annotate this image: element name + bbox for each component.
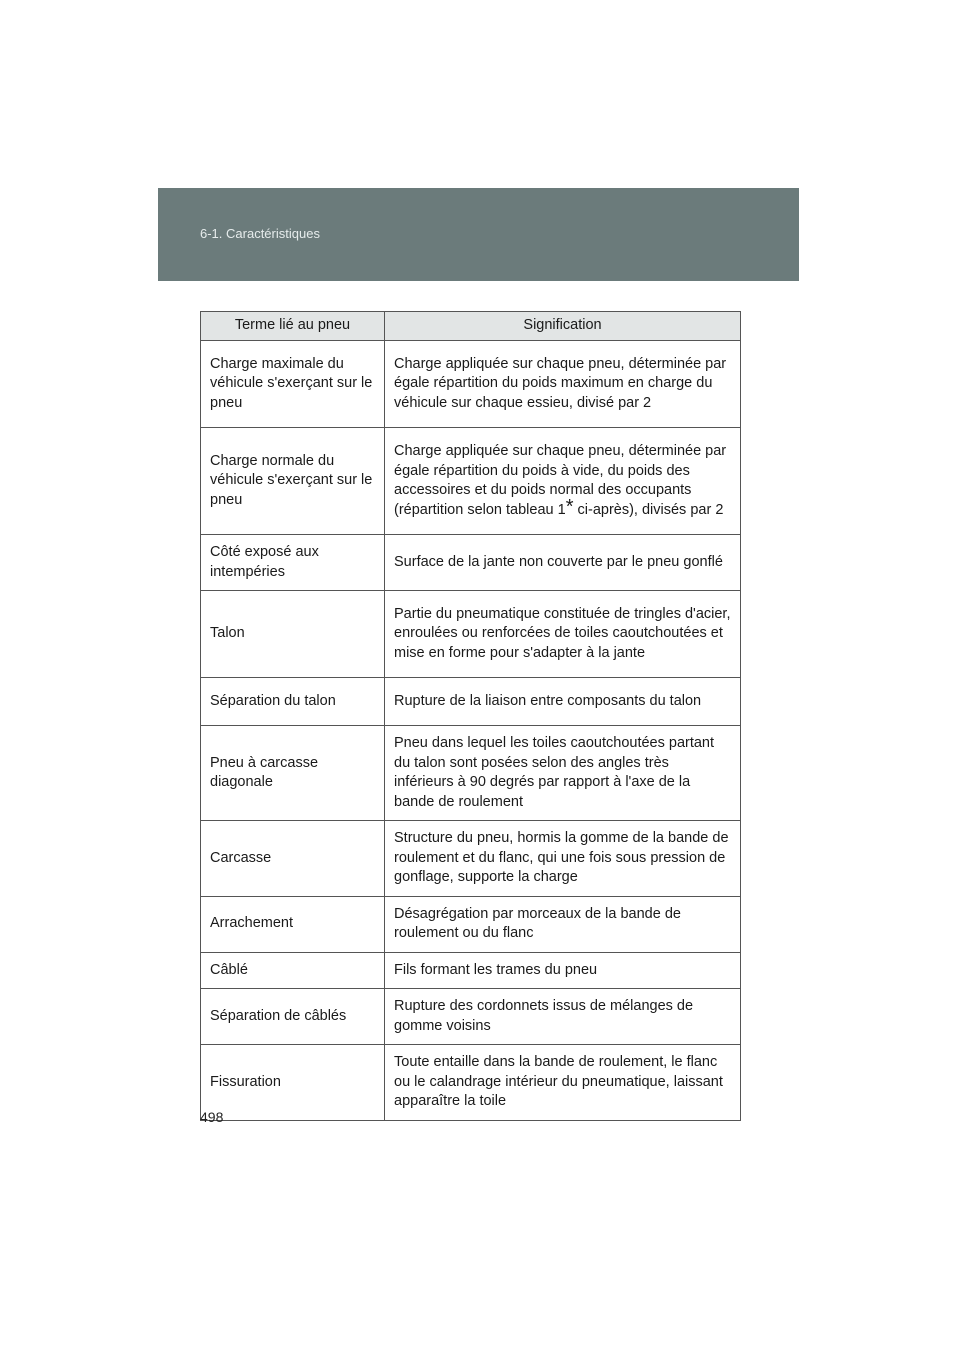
table-row [201,952,741,989]
table-row [201,341,741,428]
table-row [201,989,741,1045]
meaning-text-tail: ci-après), divisés par 2 [573,501,724,518]
page-number: 498 [200,1109,224,1125]
tire-terms-table [200,311,741,1121]
footnote-star: * [565,495,574,518]
term-cell: Pneu à carcasse diagonale [201,726,385,821]
table-row [201,428,741,535]
term-cell: Arrachement [201,896,385,952]
meaning-cell: Charge appliquée sur chaque pneu, déterminée par égale répartition du poids maximum en charge du véhicule sur chaque essieu, divisé par 2 [385,341,741,428]
meaning-cell: Rupture de la liaison entre composants du talon [385,678,741,726]
term-cell: Fissuration [201,1045,385,1121]
meaning-cell: Surface de la jante non couverte par le pneu gonflé [385,535,741,591]
meaning-cell: Rupture des cordonnets issus de mélanges de gomme voisins [385,989,741,1045]
term-cell: Charge normale du véhicule s'exerçant sur le pneu [201,428,385,535]
term-cell: Talon [201,591,385,678]
table-row [201,821,741,897]
table-row [201,726,741,821]
term-cell: Séparation de câblés [201,989,385,1045]
column-header-meaning: Signification [385,312,741,341]
section-title: 6-1. Caractéristiques [200,226,320,241]
meaning-cell: Toute entaille dans la bande de roulement, le flanc ou le calandrage intérieur du pneumatique, laissant apparaître la toile [385,1045,741,1121]
table-row [201,535,741,591]
meaning-text: Charge appliquée sur chaque pneu, déterminée par égale répartition du poids à vide, du poids des accessoires et du poids normal des occupants (répartition selon tableau 1 [394,443,727,518]
column-header-term: Terme lié au pneu [201,312,385,341]
term-cell: Côté exposé aux intempéries [201,535,385,591]
meaning-cell [385,428,741,535]
meaning-cell: Partie du pneumatique constituée de tringles d'acier, enroulées ou renforcées de toiles caoutchoutées et mise en forme pour s'adapter à la jante [385,591,741,678]
meaning-cell: Structure du pneu, hormis la gomme de la bande de roulement et du flanc, qui une fois sous pression de gonflage, supporte la charge [385,821,741,897]
table-header-row [201,312,741,341]
meaning-cell: Fils formant les trames du pneu [385,952,741,989]
term-cell: Charge maximale du véhicule s'exerçant sur le pneu [201,341,385,428]
meaning-cell: Désagrégation par morceaux de la bande de roulement ou du flanc [385,896,741,952]
meaning-cell: Pneu dans lequel les toiles caoutchoutées partant du talon sont posées selon des angles très inférieurs à 90 degrés par rapport à l'axe de la bande de roulement [385,726,741,821]
term-cell: Câblé [201,952,385,989]
table-row [201,896,741,952]
table-row [201,678,741,726]
term-cell: Carcasse [201,821,385,897]
section-header-band [158,188,799,281]
term-cell: Séparation du talon [201,678,385,726]
table-row [201,1045,741,1121]
table-row [201,591,741,678]
